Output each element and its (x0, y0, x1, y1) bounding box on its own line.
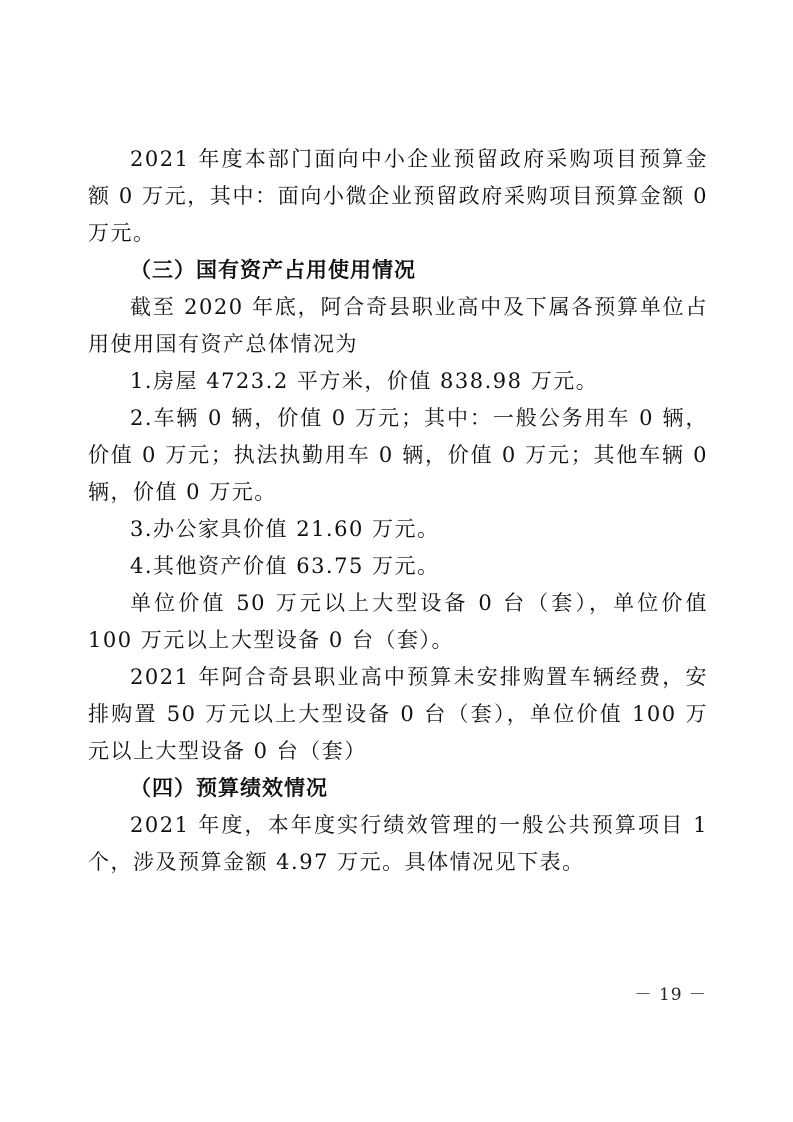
paragraph-performance-projects: 2021 年度，本年度实行绩效管理的一般公共预算项目 1 个，涉及预算金额 4.97 万元。具体情况见下表。 (88, 813, 708, 874)
paragraph-other-assets: 4.其他资产价值 63.75 万元。 (130, 554, 440, 578)
section-heading-state-assets: （三）国有资产占用使用情况 (130, 258, 416, 282)
paragraph-procurement-reserve: 2021 年度本部门面向中小企业预留政府采购项目预算金额 0 万元，其中：面向小微企业预留政府采购项目预算金额 0 万元。 (88, 147, 708, 245)
paragraph-office-furniture: 3.办公家具价值 21.60 万元。 (130, 517, 440, 541)
document-body (88, 141, 708, 881)
page-number: － 19 － (634, 985, 707, 1005)
paragraph-large-equipment: 单位价值 50 万元以上大型设备 0 台（套），单位价值 100 万元以上大型设备 0 台（套）。 (88, 591, 708, 652)
paragraph-vehicles: 2.车辆 0 辆，价值 0 万元；其中：一般公务用车 0 辆，价值 0 万元；执法执勤用车 0 辆，价值 0 万元；其他车辆 0 辆，价值 0 万元。 (88, 406, 708, 504)
paragraph-assets-overview: 截至 2020 年底，阿合奇县职业高中及下属各预算单位占用使用国有资产总体情况为 (88, 295, 708, 356)
section-heading-performance: （四）预算绩效情况 (130, 776, 328, 800)
paragraph-housing: 1.房屋 4723.2 平方米，价值 838.98 万元。 (130, 369, 599, 393)
paragraph-purchase-plan: 2021 年阿合奇县职业高中预算未安排购置车辆经费，安排购置 50 万元以上大型设备 0 台（套），单位价值 100 万元以上大型设备 0 台（套） (88, 665, 708, 763)
